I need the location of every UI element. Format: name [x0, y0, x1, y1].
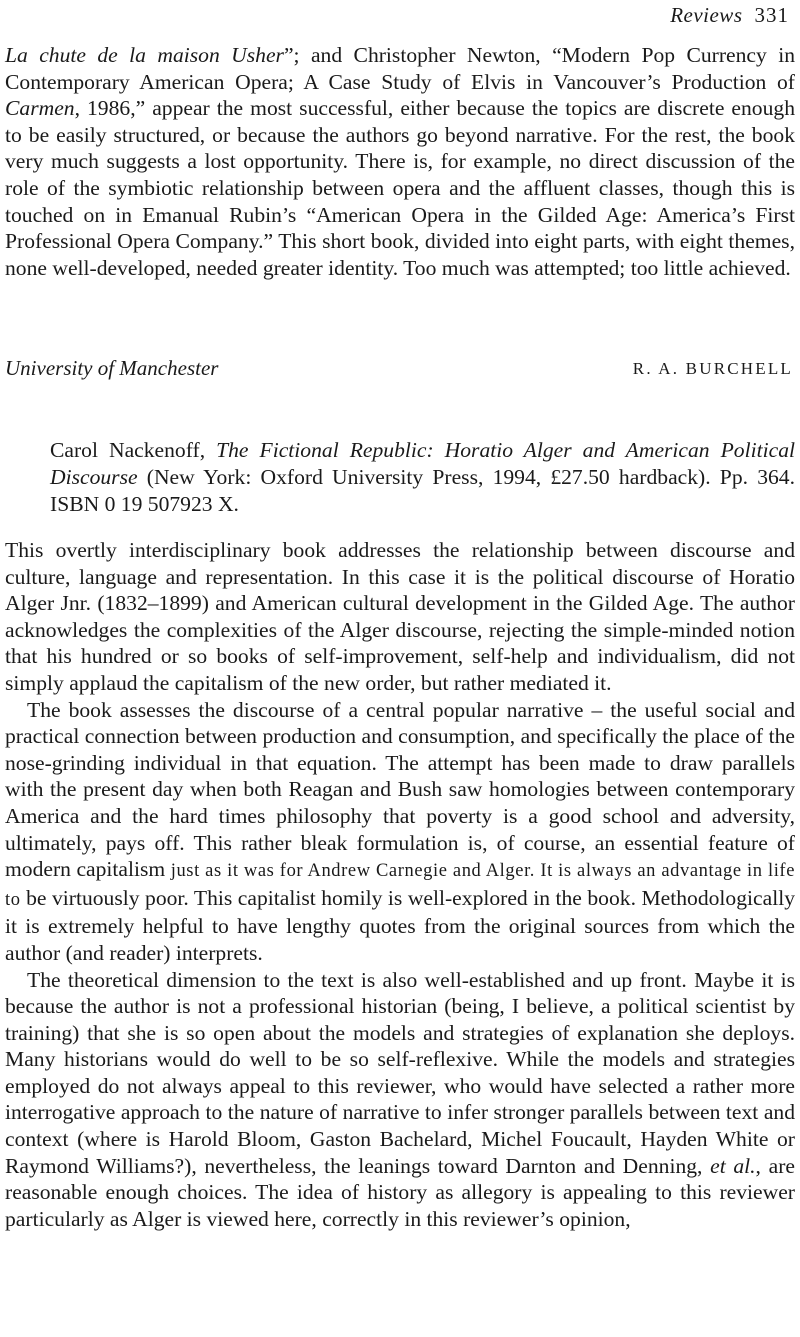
- opera-title-fragment: La chute de la maison Usher: [5, 43, 284, 67]
- et-al: et al.: [710, 1153, 756, 1178]
- review-signature: [5, 356, 795, 384]
- reviewer-institution: University of Manchester: [5, 356, 219, 380]
- review-paragraph-3: [5, 967, 795, 1233]
- reviewer-name: R. A. BURCHELL: [632, 359, 793, 378]
- paragraph-3-text-b: , are reasonable enough choices. The idea of history as allegory is appealing to this reviewer particularly as Alger is viewed here, correctly in this reviewer’s opinion,: [5, 1153, 795, 1231]
- book-details: (New York: Oxford University Press, 1994, £27.50 hardback). Pp. 364. ISBN 0 19 507923 X.: [50, 465, 795, 516]
- running-header: [670, 3, 789, 28]
- running-head-section: Reviews: [670, 3, 743, 27]
- review-paragraph-2: [5, 697, 795, 967]
- continued-text-a: ”; and Christopher Newton, “Modern Pop Currency in Contemporary American Opera; A Case Study of Elvis in Vancouver’s Production of: [5, 43, 796, 94]
- paragraph-2-text-a: The book assesses the discourse of a central popular narrative – the useful social and practical connection between production and consumption, and specifically the place of the nose-grinding individual in that equation. The attempt has been made to draw parallels with the present day when both Reagan and Bush saw homologies between contemporary America and the hard times philosophy that poverty is a good school and adversity, ultimately, pays off. This rather bleak formulation is, of course, an essential feature of modern capitalism: [5, 697, 795, 882]
- continued-review-paragraph: [5, 42, 795, 281]
- book-author: Carol Nackenoff,: [50, 438, 217, 462]
- carmen-title: Carmen: [5, 96, 75, 121]
- continued-text-b: , 1986,” appear the most successful, either because the topics are discrete enough to be easily structured, or because the authors go beyond narrative. For the rest, the book very much suggests a lost opportunity. There is, for example, no direct discussion of the role of the symbiotic relationship between opera and the affluent classes, though this is touched on in Emanual Rubin’s “American Opera in the Gilded Age: America’s First Professional Opera Company.” This short book, divided into eight parts, with eight themes, none well-developed, needed greater identity. Too much was attempted; too little achieved.: [5, 96, 795, 280]
- review-body: [5, 537, 795, 1232]
- continued-review-text: [5, 42, 795, 281]
- citation-text: [50, 437, 795, 518]
- book-citation: [50, 437, 795, 518]
- book-title: The Fictional Republic: Horatio Alger and American Political Discourse: [50, 438, 795, 489]
- page-number: 331: [754, 3, 789, 27]
- paragraph-3-text-a: The theoretical dimension to the text is also well-established and up front. Maybe it is because the author is not a professional historian (being, I believe, a political scientist by training) that she is so open about the models and strategies of explanation she deploys. Many historians would do well to be so self-reflexive. While the models and strategies employed do not always appeal to this reviewer, who would have selected a rather more interrogative approach to the nature of narrative to infer stronger parallels between text and context (where is Harold Bloom, Gaston Bachelard, Michel Foucault, Hayden White or Raymond Williams?), nevertheless, the leanings toward Darnton and Denning,: [5, 967, 795, 1178]
- paragraph-2-small-line: just as it was for Andrew Carnegie and Alger. It is always an advantage in life to: [5, 861, 796, 910]
- review-paragraph-1: This overtly interdisciplinary book addresses the relationship between discourse and culture, language and representation. In this case it is the political discourse of Horatio Alger Jnr. (1832–1899) and American cultural development in the Gilded Age. The author acknowledges the complexities of the Alger discourse, rejecting the simple-minded notion that his hundred or so books of self-improvement, self-help and individualism, did not simply applaud the capitalism of the new order, but rather mediated it.: [5, 538, 795, 695]
- paragraph-2-text-b: be virtuously poor. This capitalist homily is well-explored in the book. Methodologically it is extremely helpful to have lengthy quotes from the original sources from which the author (and reader) interprets.: [5, 885, 795, 965]
